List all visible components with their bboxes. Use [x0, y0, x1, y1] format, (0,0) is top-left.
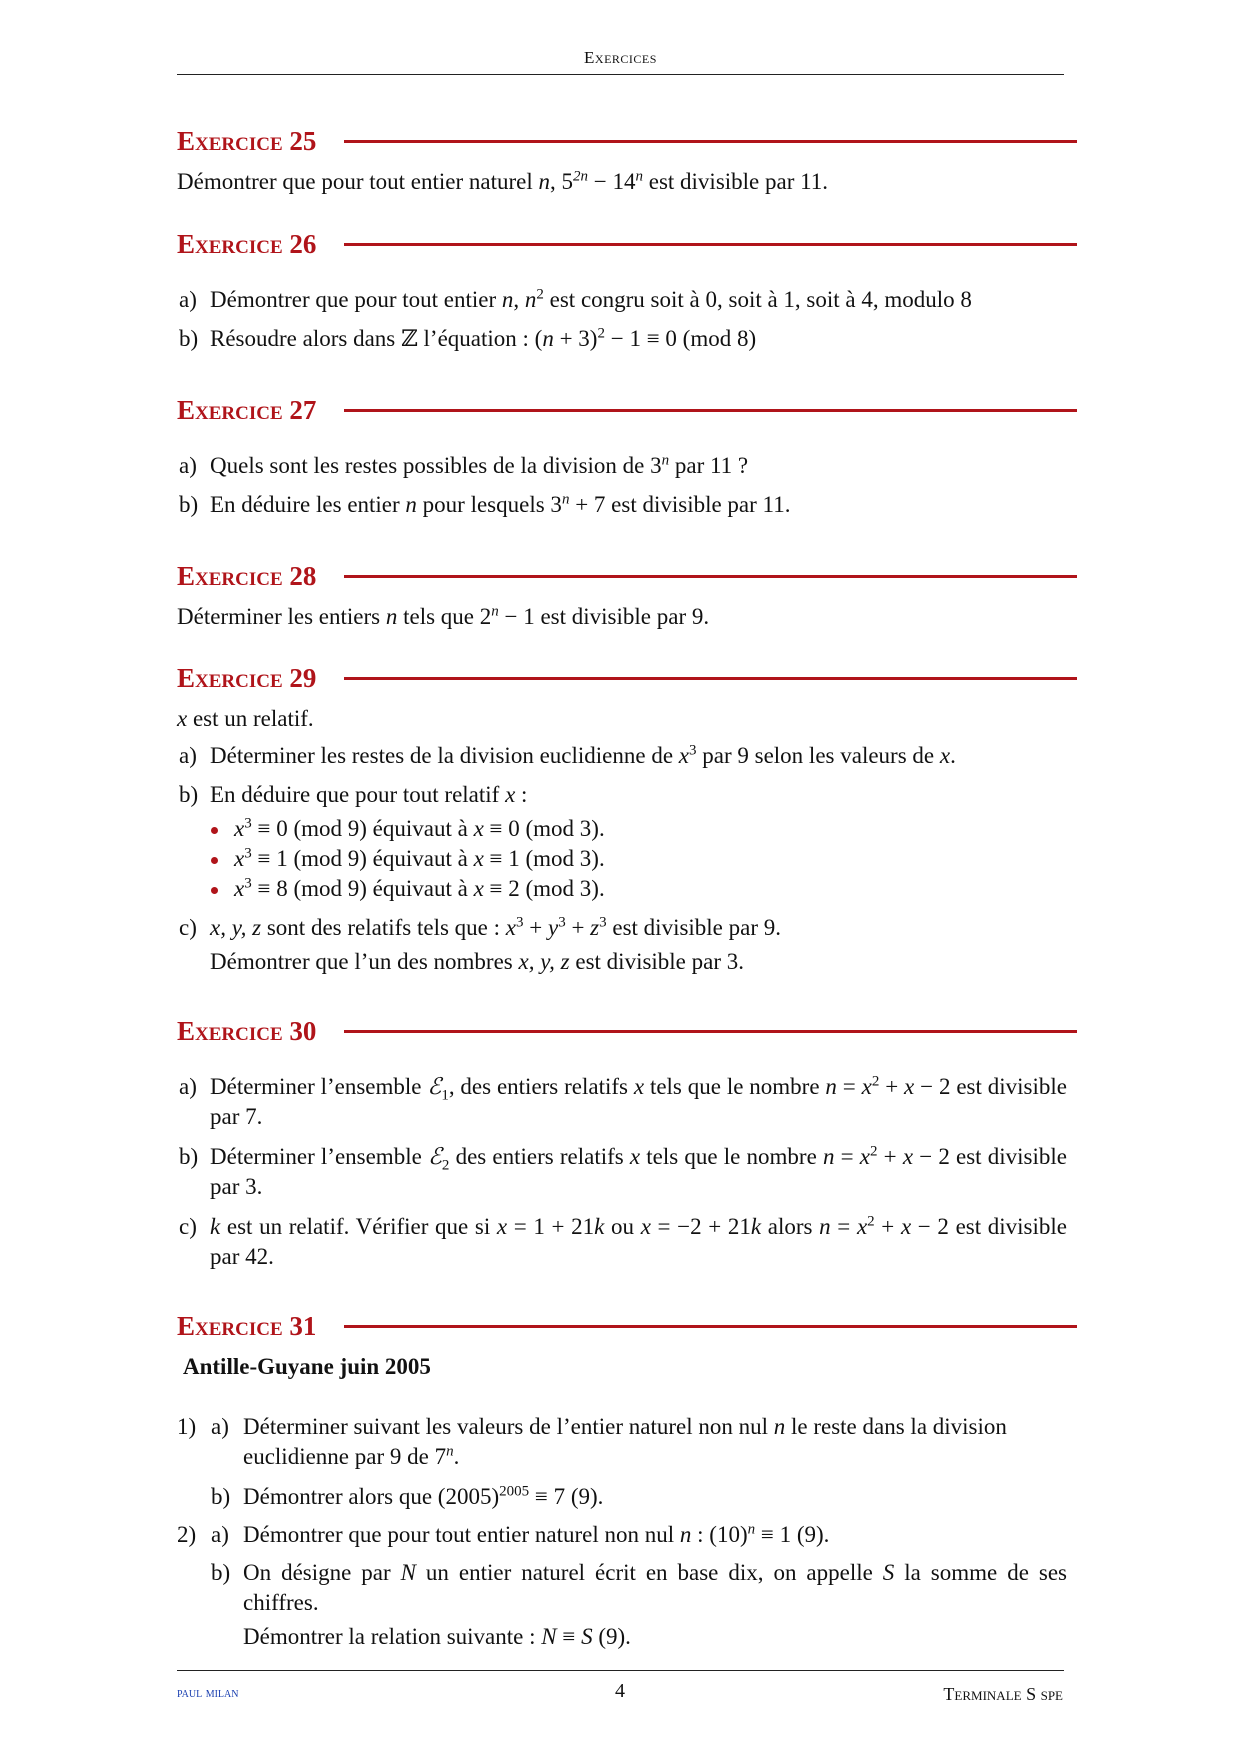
heading-rule [344, 409, 1077, 412]
running-title: Exercices [584, 48, 657, 67]
question-label: 2) [177, 1522, 197, 1547]
item-label: a) [179, 1074, 197, 1099]
heading-rule [344, 1325, 1077, 1328]
exercise-title: Exercice 30 [177, 1015, 317, 1046]
item-label: a) [179, 287, 197, 312]
exercise-title: Exercice 27 [177, 394, 317, 425]
exercise-31-2a: Démontrer que pour tout entier naturel non nul n : $(10)^n \equiv 1$ (9). [243, 1521, 830, 1547]
bullet-icon [211, 887, 218, 894]
exercise-30-a: Déterminer l’ensemble ℰ$_1$, des entiers relatifs x tels que le nombre $n = x^2 + x - 2$ est divisible par 7. [210, 1073, 1067, 1129]
exercise-26-a: Démontrer que pour tout entier n, $n^2$ est congru soit à 0, soit à 1, soit à 4, modulo 8 [210, 286, 972, 312]
exercise-25-heading [177, 124, 1077, 158]
exercise-29-bullet: $x^3 \equiv 1$ (mod 9) équivaut à x ≡ 1 (mod 3). [234, 845, 605, 871]
exercise-31-1b: Démontrer alors que $(2005)^{2005} \equiv 7$ (9). [243, 1483, 604, 1509]
exercise-29-bullet: $x^3 \equiv 0$ (mod 9) équivaut à x ≡ 0 (mod 3). [234, 815, 605, 841]
item-label: b) [179, 326, 199, 351]
footer-rule [177, 1670, 1064, 1671]
exercise-30-b: Déterminer l’ensemble ℰ$_2$ des entiers relatifs x tels que le nombre $n = x^2 + x - 2$ est divisible par 3. [210, 1143, 1067, 1199]
exercise-29-c-line2: Démontrer que l’un des nombres x, y, z est divisible par 3. [210, 949, 745, 974]
exercise-31-heading [177, 1309, 1077, 1343]
exercise-29-a: Déterminer les restes de la division euclidienne de $x^3$ par 9 selon les valeurs de x. [210, 742, 956, 768]
item-label: c) [179, 915, 197, 940]
heading-rule [344, 243, 1077, 246]
exercise-27-b: En déduire les entier n pour lesquels $3^n + 7$ est divisible par 11. [210, 491, 791, 517]
exercise-31-2b: On désigne par N un entier naturel écrit en base dix, on appelle S la somme de ses chiffres. [243, 1560, 1067, 1615]
item-label: b) [179, 1144, 199, 1169]
exercise-title: Exercice 25 [177, 125, 317, 156]
exercise-28-statement: Déterminer les entiers n tels que $2^n - 1$ est divisible par 9. [177, 603, 710, 629]
exercise-31-1a: Déterminer suivant les valeurs de l’entier naturel non nul n le reste dans la division euclidienne par 9 de 7$^n$. [243, 1414, 1007, 1469]
exercise-29-heading [177, 661, 1077, 695]
footer-course: Terminale S spe [943, 1684, 1063, 1704]
item-label: b) [179, 782, 199, 807]
exercise-title: Exercice 26 [177, 228, 317, 259]
exercise-26-b: Résoudre alors dans ℤ l’équation : $(n + 3)^2 - 1 \equiv 0$ (mod 8) [210, 325, 757, 351]
exercise-31-2b-line2: Démontrer la relation suivante : N ≡ S (9). [243, 1624, 631, 1649]
item-label: a) [211, 1414, 229, 1439]
heading-rule [344, 575, 1077, 578]
item-label: a) [211, 1522, 229, 1547]
bullet-icon [211, 857, 218, 864]
item-label: a) [179, 453, 197, 478]
exercise-25-statement: Démontrer que pour tout entier naturel n, $5^{2n} - 14^n$ est divisible par 11. [177, 168, 829, 194]
exercise-26-heading [177, 227, 1077, 261]
item-label: b) [211, 1560, 231, 1585]
heading-rule [344, 1030, 1077, 1033]
exercise-title: Exercice 31 [177, 1310, 317, 1341]
item-label: b) [179, 492, 199, 517]
header-rule [177, 74, 1064, 75]
footer-author[interactable]: paul milan [177, 1686, 239, 1701]
exercise-31-subtitle: Antille-Guyane juin 2005 [183, 1354, 431, 1379]
exercise-27-a: Quels sont les restes possibles de la division de 3$^n$ par 11 ? [210, 452, 749, 478]
item-label: a) [179, 743, 197, 768]
exercise-28-heading [177, 559, 1077, 593]
exercise-27-heading [177, 393, 1077, 427]
exercise-29-c: x, y, z sont des relatifs tels que : $x^3 + y^3 + z^3$ est divisible par 9. [210, 914, 782, 940]
exercise-30-c: k est un relatif. Vérifier que si x = 1 + 21k ou x = −2 + 21k alors $n = x^2 + x - 2$ est divisible par 42. [210, 1213, 1067, 1269]
heading-rule [344, 140, 1077, 143]
exercise-30-heading [177, 1014, 1077, 1048]
exercise-title: Exercice 29 [177, 662, 317, 693]
exercise-29-intro: x est un relatif. [177, 706, 314, 731]
item-label: b) [211, 1484, 231, 1509]
exercise-title: Exercice 28 [177, 560, 317, 591]
question-label: 1) [177, 1414, 197, 1439]
exercise-29-b: En déduire que pour tout relatif x : [210, 782, 528, 807]
page-number: 4 [615, 1680, 625, 1702]
bullet-icon [211, 827, 218, 834]
item-label: c) [179, 1214, 197, 1239]
exercise-29-bullet: $x^3 \equiv 8$ (mod 9) équivaut à x ≡ 2 (mod 3). [234, 875, 605, 901]
heading-rule [344, 677, 1077, 680]
